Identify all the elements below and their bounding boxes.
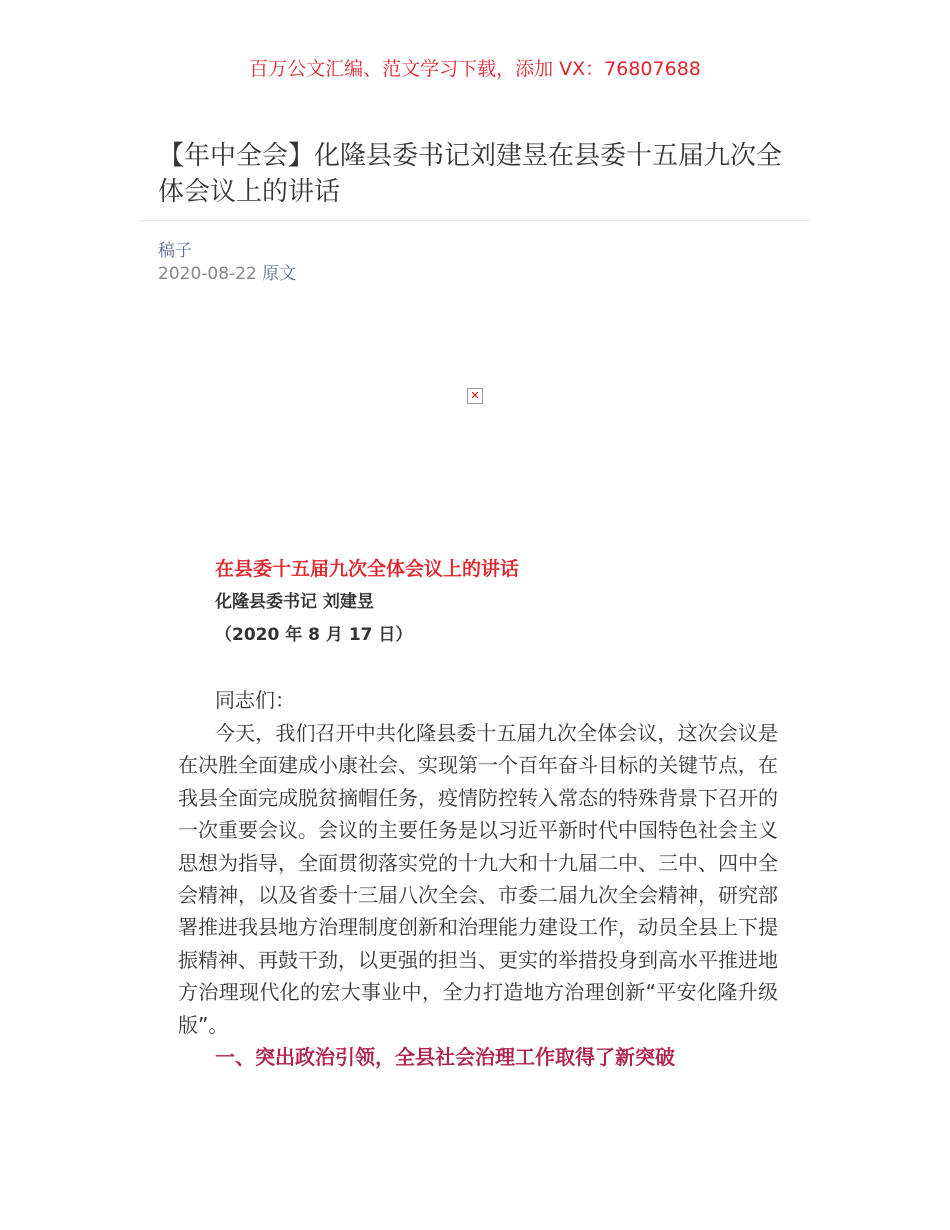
- title-divider: [140, 220, 810, 221]
- speech-speaker: 化隆县委书记 刘建昱: [215, 592, 374, 612]
- body-paragraph: 今天，我们召开中共化隆县委十五届九次全体会议，这次会议是在决胜全面建成小康社会、实现第一个百年奋斗目标的关键节点，在我县全面完成脱贫摘帽任务，疫情防控转入常态的特殊背景下召开的一次重要会议。会议的主要任务是以习近平新时代中国特色社会主义思想为指导，全面贯彻落实党的十九大和十九届二中、三中、四中全会精神，以及省委十三届八次全会、市委二届九次全会精神，研究部署推进我县地方治理制度创新和治理能力建设工作，动员全县上下提振精神、再鼓干劲，以更强的担当、更实的举措投身到高水平推进地方治理现代化的宏大事业中，全力打造地方治理创新“平安化隆升级版”。: [178, 721, 778, 1037]
- article-meta: [158, 263, 296, 285]
- speech-date: （2020 年 8 月 17 日）: [215, 625, 413, 645]
- original-link[interactable]: 原文: [262, 264, 297, 284]
- publish-date: 2020-08-22: [158, 264, 257, 284]
- broken-image-icon: ✕: [467, 388, 483, 404]
- greeting: 同志们：: [215, 688, 295, 712]
- promo-banner: 百万公文汇编、范文学习下载，添加 VX：76807688: [249, 58, 701, 80]
- speech-title: 在县委十五届九次全体会议上的讲话: [215, 558, 520, 580]
- section-heading: 一、突出政治引领，全县社会治理工作取得了新突破: [215, 1045, 675, 1069]
- author-link[interactable]: 稿子: [158, 241, 192, 261]
- article-title: 【年中全会】化隆县委书记刘建昱在县委十五届九次全体会议上的讲话: [158, 141, 783, 207]
